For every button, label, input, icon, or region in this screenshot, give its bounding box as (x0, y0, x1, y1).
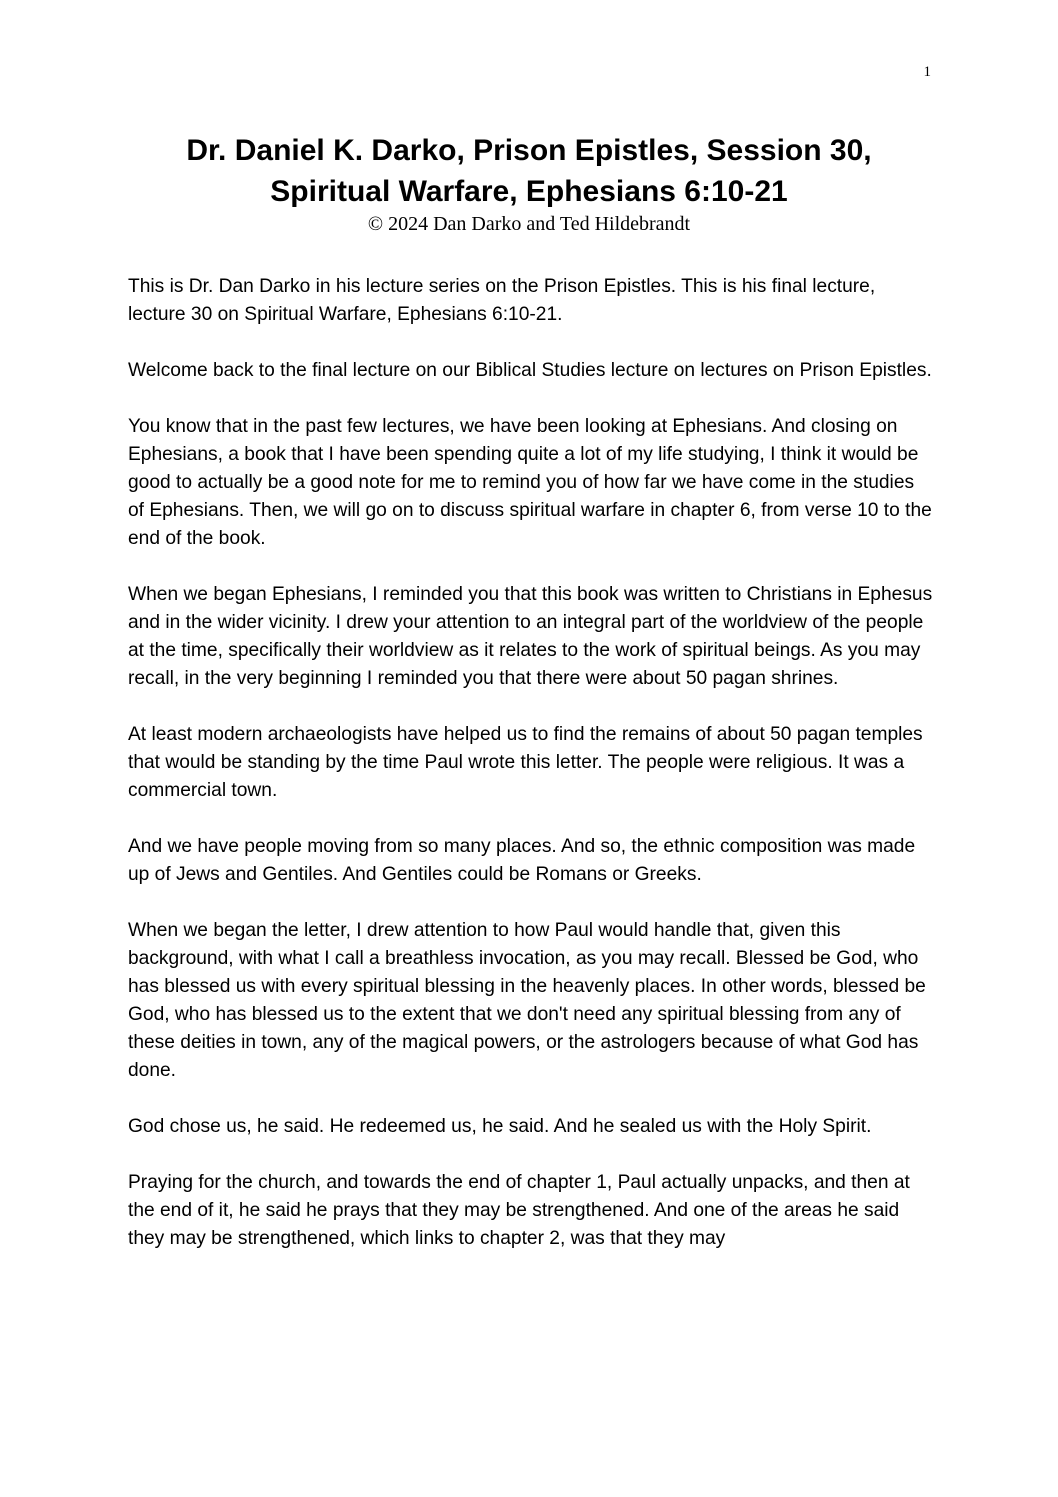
paragraph: God chose us, he said. He redeemed us, he said. And he sealed us with the Holy Spirit. (128, 1116, 872, 1137)
paragraph: Welcome back to the final lecture on our Biblical Studies lecture on lectures on Prison Epistles. (128, 360, 932, 381)
paragraph: You know that in the past few lectures, we have been looking at Ephesians. And closing on Ephesians, a book that I have been spending quite a lot of my life studying, I think it would be good to actually be a good note for me to remind you of how far we have come in the studies of Ephesians. Then, we will go on to discuss spiritual warfare in chapter 6, from verse 10 to the end of the book. (128, 416, 932, 549)
paragraph: When we began the letter, I drew attention to how Paul would handle that, given this background, with what I call a breathless invocation, as you may recall. Blessed be God, who has blessed us with every spiritual blessing in the heavenly places. In other words, blessed be God, who has blessed us to the extent that we don't need any spiritual blessing from any of these deities in town, any of the magical powers, or the astrologers because of what God has done. (128, 920, 926, 1081)
copyright-notice: © 2024 Dan Darko and Ted Hildebrandt (367, 213, 691, 235)
document-header (118, 130, 940, 236)
document-title (118, 130, 940, 212)
title-line-2: Spiritual Warfare, Ephesians 6:10-21 (270, 175, 788, 208)
page-number: 1 (923, 64, 931, 80)
paragraph: This is Dr. Dan Darko in his lecture series on the Prison Epistles. This is his final lecture, lecture 30 on Spiritual Warfare, Ephesians 6:10-21. (128, 276, 876, 325)
paragraph: Praying for the church, and towards the end of chapter 1, Paul actually unpacks, and then at the end of it, he said he prays that they may be strengthened. And one of the areas he said they may be strengthened, which links to chapter 2, was that they may (128, 1172, 910, 1249)
paragraph: And we have people moving from so many places. And so, the ethnic composition was made up of Jews and Gentiles. And Gentiles could be Romans or Greeks. (128, 836, 916, 885)
paragraph: At least modern archaeologists have helped us to find the remains of about 50 pagan temples that would be standing by the time Paul wrote this letter. The people were religious. It was a commercial town. (128, 724, 923, 801)
title-line-1: Dr. Daniel K. Darko, Prison Epistles, Session 30, (186, 134, 872, 167)
paragraph: When we began Ephesians, I reminded you that this book was written to Christians in Ephesus and in the wider vicinity. I drew your attention to an integral part of the worldview of the people at the time, specifically their worldview as it relates to the work of spiritual beings. As you may recall, in the very beginning I reminded you that there were about 50 pagan shrines. (128, 584, 933, 689)
document-body (128, 273, 934, 1281)
